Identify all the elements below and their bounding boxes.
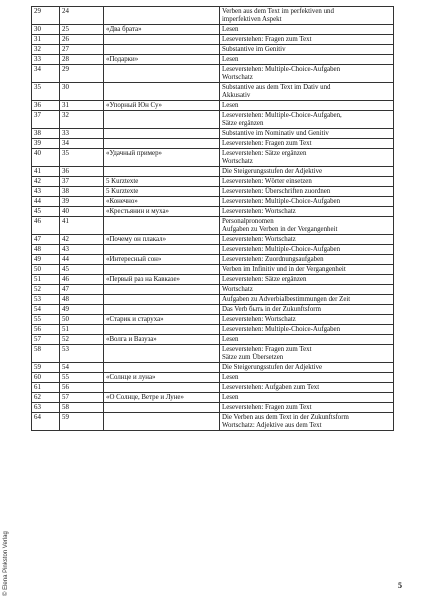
row-number-cell: 53 — [32, 295, 60, 305]
row-number-cell: 29 — [32, 7, 60, 25]
table-row — [32, 305, 394, 315]
text-title-cell — [104, 363, 220, 373]
text-title-cell: «Два брата» — [104, 25, 220, 35]
text-title-cell: «Конечно» — [104, 197, 220, 207]
table-row — [32, 295, 394, 305]
table-row — [32, 139, 394, 149]
row-number-cell: 46 — [32, 217, 60, 235]
task-cell — [220, 7, 394, 25]
table-row — [32, 285, 394, 295]
task-line: Lesen — [222, 335, 239, 343]
text-title-cell — [104, 345, 220, 363]
task-cell — [220, 45, 394, 55]
table-row — [32, 167, 394, 177]
table-row — [32, 101, 394, 111]
exercise-number-cell: 37 — [60, 177, 104, 187]
task-cell — [220, 25, 394, 35]
table-row — [32, 235, 394, 245]
row-number-cell: 61 — [32, 383, 60, 393]
task-line: Verben aus dem Text im perfektiven und — [222, 7, 334, 15]
task-line: Aufgaben zu Verben in der Vergangenheit — [222, 225, 338, 233]
task-line: Leseverstehen: Multiple-Choice-Aufgaben, — [222, 111, 342, 119]
exercise-number-cell: 34 — [60, 139, 104, 149]
row-number-cell: 39 — [32, 139, 60, 149]
text-title-cell — [104, 111, 220, 129]
task-line: Lesen — [222, 393, 239, 401]
task-cell — [220, 55, 394, 65]
task-line: Substantive aus dem Text im Dativ und — [222, 83, 331, 91]
table-row — [32, 187, 394, 197]
exercise-number-cell: 29 — [60, 65, 104, 83]
page-number: 5 — [398, 581, 402, 590]
exercise-table — [31, 6, 394, 431]
task-cell — [220, 315, 394, 325]
table-row — [32, 393, 394, 403]
exercise-number-cell: 31 — [60, 101, 104, 111]
task-line: Leseverstehen: Fragen zum Text — [222, 345, 312, 353]
table-row — [32, 45, 394, 55]
text-title-cell — [104, 83, 220, 101]
text-title-cell: «Старик и старуха» — [104, 315, 220, 325]
task-line: Leseverstehen: Multiple-Choice-Aufgaben — [222, 325, 341, 333]
exercise-number-cell: 46 — [60, 275, 104, 285]
task-cell — [220, 217, 394, 235]
task-line: Wortschatz — [222, 157, 253, 165]
task-cell — [220, 83, 394, 101]
task-line: Sätze zum Übersetzen — [222, 353, 284, 361]
task-cell — [220, 35, 394, 45]
row-number-cell: 54 — [32, 305, 60, 315]
exercise-number-cell: 59 — [60, 413, 104, 431]
row-number-cell: 30 — [32, 25, 60, 35]
row-number-cell: 52 — [32, 285, 60, 295]
task-line: Die Verben aus dem Text in der Zukunftsform — [222, 413, 349, 421]
table-row — [32, 55, 394, 65]
exercise-number-cell: 33 — [60, 129, 104, 139]
text-title-cell: 5 Kurztexte — [104, 177, 220, 187]
task-line: Substantive im Nominativ und Genitiv — [222, 129, 329, 137]
task-line: Aufgaben zu Adverbialbestimmungen der Zeit — [222, 295, 351, 303]
task-cell — [220, 285, 394, 295]
table-row — [32, 315, 394, 325]
row-number-cell: 35 — [32, 83, 60, 101]
task-line: Leseverstehen: Wortschatz — [222, 315, 296, 323]
text-title-cell — [104, 305, 220, 315]
table-row — [32, 217, 394, 235]
task-cell — [220, 325, 394, 335]
text-title-cell: «О Солнце, Ветре и Луне» — [104, 393, 220, 403]
row-number-cell: 55 — [32, 315, 60, 325]
table-row — [32, 177, 394, 187]
exercise-number-cell: 26 — [60, 35, 104, 45]
task-cell — [220, 65, 394, 83]
exercise-number-cell: 24 — [60, 7, 104, 25]
exercise-number-cell: 32 — [60, 111, 104, 129]
task-line: imperfektiven Aspekt — [222, 15, 282, 23]
task-cell — [220, 235, 394, 245]
exercise-number-cell: 58 — [60, 403, 104, 413]
task-line: Die Steigerungsstufen der Adjektive — [222, 363, 323, 371]
task-line: Leseverstehen: Multiple-Choice-Aufgaben — [222, 197, 341, 205]
table-row — [32, 403, 394, 413]
table-row — [32, 7, 394, 25]
row-number-cell: 63 — [32, 403, 60, 413]
task-cell — [220, 345, 394, 363]
task-line: Das Verb быть in der Zukunftsform — [222, 305, 321, 313]
table-row — [32, 83, 394, 101]
exercise-table-body — [32, 7, 394, 431]
exercise-number-cell: 45 — [60, 265, 104, 275]
task-cell — [220, 149, 394, 167]
text-title-cell — [104, 7, 220, 25]
task-line: Leseverstehen: Wörter einsetzen — [222, 177, 312, 185]
task-cell — [220, 197, 394, 207]
row-number-cell: 40 — [32, 149, 60, 167]
row-number-cell: 50 — [32, 265, 60, 275]
task-cell — [220, 373, 394, 383]
table-row — [32, 129, 394, 139]
table-row — [32, 255, 394, 265]
row-number-cell: 47 — [32, 235, 60, 245]
task-line: Leseverstehen: Aufgaben zum Text — [222, 383, 320, 391]
task-cell — [220, 335, 394, 345]
text-title-cell: «Интересный сон» — [104, 255, 220, 265]
table-row — [32, 383, 394, 393]
exercise-number-cell: 50 — [60, 315, 104, 325]
task-cell — [220, 383, 394, 393]
task-line: Leseverstehen: Fragen zum Text — [222, 35, 312, 43]
task-line: Leseverstehen: Multiple-Choice-Aufgaben — [222, 245, 341, 253]
table-row — [32, 363, 394, 373]
row-number-cell: 45 — [32, 207, 60, 217]
text-title-cell — [104, 325, 220, 335]
row-number-cell: 37 — [32, 111, 60, 129]
task-line: Verben im Infinitiv und in der Vergangenheit — [222, 265, 346, 273]
task-line: Lesen — [222, 373, 239, 381]
text-title-cell — [104, 217, 220, 235]
table-row — [32, 149, 394, 167]
row-number-cell: 31 — [32, 35, 60, 45]
task-cell — [220, 295, 394, 305]
copyright-note: © Elena Pinkston Verlag — [3, 531, 9, 596]
text-title-cell — [104, 285, 220, 295]
text-title-cell — [104, 167, 220, 177]
text-title-cell: «Солнце и луна» — [104, 373, 220, 383]
text-title-cell — [104, 139, 220, 149]
table-row — [32, 65, 394, 83]
exercise-number-cell: 42 — [60, 235, 104, 245]
task-cell — [220, 129, 394, 139]
table-row — [32, 325, 394, 335]
task-line: Leseverstehen: Wortschatz — [222, 235, 296, 243]
text-title-cell: «Волга и Вазуза» — [104, 335, 220, 345]
exercise-number-cell: 27 — [60, 45, 104, 55]
exercise-number-cell: 55 — [60, 373, 104, 383]
row-number-cell: 59 — [32, 363, 60, 373]
exercise-number-cell: 36 — [60, 167, 104, 177]
task-cell — [220, 207, 394, 217]
row-number-cell: 42 — [32, 177, 60, 187]
text-title-cell — [104, 35, 220, 45]
text-title-cell — [104, 383, 220, 393]
text-title-cell: «Удачный пример» — [104, 149, 220, 167]
exercise-number-cell: 38 — [60, 187, 104, 197]
table-row — [32, 345, 394, 363]
row-number-cell: 56 — [32, 325, 60, 335]
task-cell — [220, 255, 394, 265]
row-number-cell: 58 — [32, 345, 60, 363]
row-number-cell: 34 — [32, 65, 60, 83]
task-line: Akkusativ — [222, 91, 251, 99]
task-line: Wortschatz: Adjektive aus dem Text — [222, 421, 322, 429]
task-cell — [220, 265, 394, 275]
exercise-number-cell: 48 — [60, 295, 104, 305]
text-title-cell: «Упорный Юн Су» — [104, 101, 220, 111]
task-cell — [220, 403, 394, 413]
table-row — [32, 197, 394, 207]
row-number-cell: 49 — [32, 255, 60, 265]
task-cell — [220, 275, 394, 285]
task-line: Leseverstehen: Fragen zum Text — [222, 139, 312, 147]
row-number-cell: 38 — [32, 129, 60, 139]
task-cell — [220, 101, 394, 111]
exercise-number-cell: 35 — [60, 149, 104, 167]
text-title-cell — [104, 129, 220, 139]
task-cell — [220, 245, 394, 255]
exercise-number-cell: 52 — [60, 335, 104, 345]
exercise-number-cell: 49 — [60, 305, 104, 315]
row-number-cell: 60 — [32, 373, 60, 383]
exercise-number-cell: 39 — [60, 197, 104, 207]
row-number-cell: 51 — [32, 275, 60, 285]
task-line: Wortschatz — [222, 285, 253, 293]
task-line: Lesen — [222, 101, 239, 109]
row-number-cell: 48 — [32, 245, 60, 255]
task-line: Leseverstehen: Wortschatz — [222, 207, 296, 215]
table-row — [32, 25, 394, 35]
text-title-cell — [104, 45, 220, 55]
exercise-number-cell: 57 — [60, 393, 104, 403]
task-line: Leseverstehen: Überschriften zuordnen — [222, 187, 331, 195]
table-row — [32, 265, 394, 275]
task-line: Personalpronomen — [222, 217, 274, 225]
task-line: Substantive im Genitiv — [222, 45, 286, 53]
row-number-cell: 44 — [32, 197, 60, 207]
exercise-number-cell: 41 — [60, 217, 104, 235]
task-line: Leseverstehen: Multiple-Choice-Aufgaben — [222, 65, 341, 73]
table-row — [32, 413, 394, 431]
text-title-cell — [104, 413, 220, 431]
task-line: Lesen — [222, 55, 239, 63]
exercise-number-cell: 25 — [60, 25, 104, 35]
task-cell — [220, 363, 394, 373]
task-line: Lesen — [222, 25, 239, 33]
exercise-number-cell: 51 — [60, 325, 104, 335]
task-line: Leseverstehen: Sätze ergänzen — [222, 149, 307, 157]
task-cell — [220, 393, 394, 403]
task-cell — [220, 413, 394, 431]
text-title-cell: «Первый раз на Кавказе» — [104, 275, 220, 285]
row-number-cell: 33 — [32, 55, 60, 65]
text-title-cell: 5 Kurztexte — [104, 187, 220, 197]
exercise-number-cell: 56 — [60, 383, 104, 393]
text-title-cell — [104, 403, 220, 413]
task-line: Die Steigerungsstufen der Adjektive — [222, 167, 323, 175]
exercise-number-cell: 47 — [60, 285, 104, 295]
row-number-cell: 64 — [32, 413, 60, 431]
table-row — [32, 207, 394, 217]
text-title-cell — [104, 245, 220, 255]
text-title-cell: «Крестьянин и муха» — [104, 207, 220, 217]
table-row — [32, 275, 394, 285]
text-title-cell: «Почему он плакал» — [104, 235, 220, 245]
task-line: Leseverstehen: Sätze ergänzen — [222, 275, 307, 283]
task-cell — [220, 139, 394, 149]
row-number-cell: 57 — [32, 335, 60, 345]
task-cell — [220, 187, 394, 197]
exercise-number-cell: 43 — [60, 245, 104, 255]
task-cell — [220, 305, 394, 315]
text-title-cell — [104, 295, 220, 305]
row-number-cell: 62 — [32, 393, 60, 403]
task-line: Sätze ergänzen — [222, 119, 264, 127]
task-line: Leseverstehen: Zuordnungsaufgaben — [222, 255, 324, 263]
task-line: Wortschatz — [222, 73, 253, 81]
row-number-cell: 36 — [32, 101, 60, 111]
exercise-number-cell: 40 — [60, 207, 104, 217]
table-row — [32, 111, 394, 129]
task-cell — [220, 167, 394, 177]
exercise-number-cell: 28 — [60, 55, 104, 65]
table-row — [32, 373, 394, 383]
row-number-cell: 32 — [32, 45, 60, 55]
exercise-number-cell: 54 — [60, 363, 104, 373]
exercise-number-cell: 53 — [60, 345, 104, 363]
task-cell — [220, 111, 394, 129]
table-row — [32, 35, 394, 45]
table-row — [32, 245, 394, 255]
row-number-cell: 41 — [32, 167, 60, 177]
task-line: Leseverstehen: Fragen zum Text — [222, 403, 312, 411]
row-number-cell: 43 — [32, 187, 60, 197]
exercise-number-cell: 44 — [60, 255, 104, 265]
table-row — [32, 335, 394, 345]
text-title-cell — [104, 265, 220, 275]
text-title-cell: «Подарки» — [104, 55, 220, 65]
exercise-number-cell: 30 — [60, 83, 104, 101]
text-title-cell — [104, 65, 220, 83]
task-cell — [220, 177, 394, 187]
